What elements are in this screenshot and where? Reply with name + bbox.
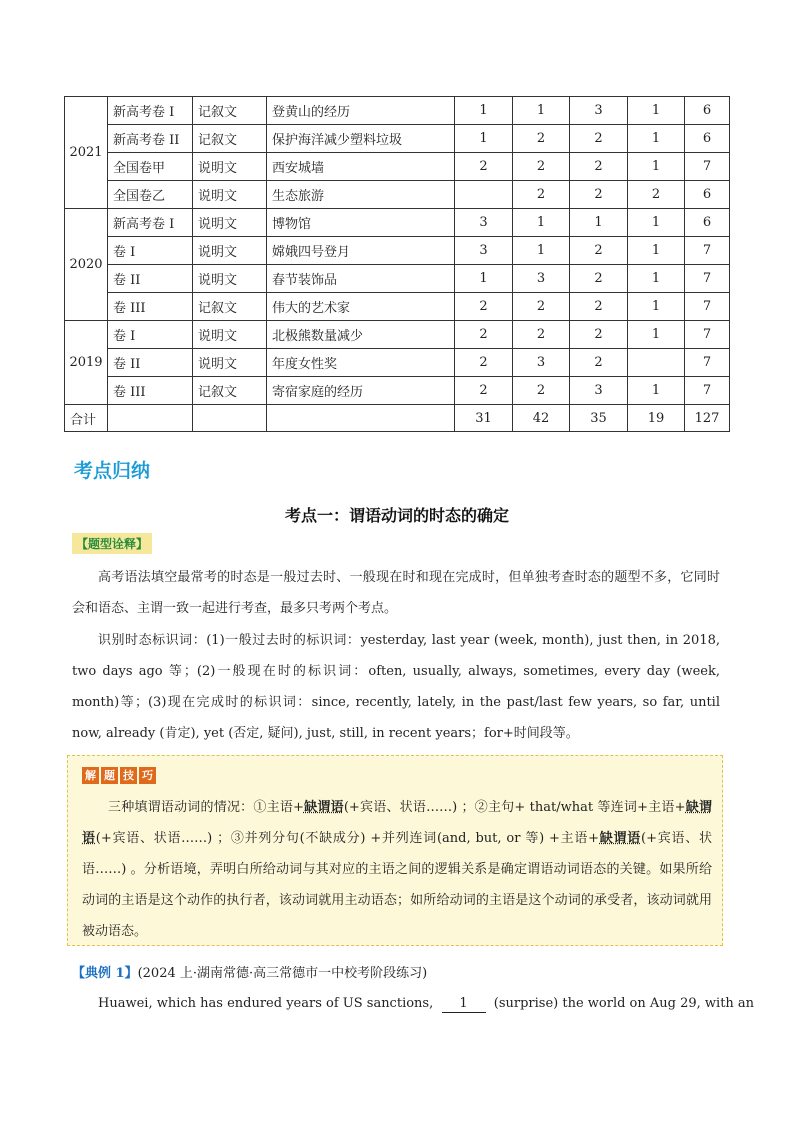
tips-segment: (+宾语、状语……) ；③并列分句(不缺成分) +并列连词(and, but, or 等) +主语+ xyxy=(95,831,600,846)
count-cell: 2 xyxy=(628,181,685,209)
paper-cell: 新高考卷 II xyxy=(108,125,193,153)
row-total-cell: 6 xyxy=(685,209,730,237)
count-cell: 3 xyxy=(455,237,513,265)
empty-cell xyxy=(267,405,455,432)
topic-cell: 春节装饰品 xyxy=(267,265,455,293)
topic-cell: 寄宿家庭的经历 xyxy=(267,377,455,405)
count-cell xyxy=(455,181,513,209)
tips-box xyxy=(67,755,723,946)
tips-label-char: 题 xyxy=(101,767,118,784)
count-cell: 2 xyxy=(570,153,628,181)
count-cell: 2 xyxy=(455,321,513,349)
count-cell: 1 xyxy=(513,97,570,125)
topic-cell: 西安城墙 xyxy=(267,153,455,181)
intro-paragraph: 高考语法填空最常考的时态是一般过去时、一般现在时和现在完成时，但单独考查时态的题型不多，它同时会和语态、主谓一致一起进行考查，最多只考两个考点。 xyxy=(72,570,720,616)
topic-cell: 博物馆 xyxy=(267,209,455,237)
table-body xyxy=(65,97,730,432)
genre-cell: 记叙文 xyxy=(193,377,267,405)
count-cell: 2 xyxy=(513,293,570,321)
count-cell: 2 xyxy=(570,125,628,153)
time-markers-paragraph: 识别时态标识词：(1)一般过去时的标识词：yesterday, last year (week, month), just then, in 2018, two days ago 等；(2)一般现在时的标识词：often, usually, always, sometimes, every day (week, month)等；(3)现在完成时的标识词：since, recently, lately, in the past/last few years, so far, until now, already (肯定), yet (否定, 疑问), just, still, in recent years；for+时间段等。 xyxy=(72,633,720,741)
row-total-cell: 7 xyxy=(685,237,730,265)
paper-cell: 卷 I xyxy=(108,237,193,265)
paper-cell: 新高考卷 I xyxy=(108,209,193,237)
count-cell: 1 xyxy=(455,97,513,125)
example-post: (surprise) the world on Aug 29, with an xyxy=(493,996,755,1011)
totals-label: 合计 xyxy=(65,405,108,432)
count-cell: 3 xyxy=(570,97,628,125)
count-cell: 3 xyxy=(513,349,570,377)
year-cell: 2019 xyxy=(65,321,108,405)
grand-total-cell: 42 xyxy=(513,405,570,432)
example-label xyxy=(72,962,427,981)
year-cell: 2021 xyxy=(65,97,108,209)
count-cell: 3 xyxy=(513,265,570,293)
table-row xyxy=(65,97,730,125)
paper-cell: 卷 III xyxy=(108,377,193,405)
example-number: 【典例 1】 xyxy=(72,966,138,981)
count-cell: 1 xyxy=(628,293,685,321)
totals-row xyxy=(65,405,730,432)
count-cell: 1 xyxy=(513,237,570,265)
table-row xyxy=(65,181,730,209)
example-pre: Huawei, which has endured years of US sanctions, xyxy=(98,996,434,1011)
row-total-cell: 7 xyxy=(685,293,730,321)
topic-cell: 保护海洋减少塑料垃圾 xyxy=(267,125,455,153)
count-cell xyxy=(628,349,685,377)
example-text xyxy=(72,993,755,1015)
count-cell: 2 xyxy=(455,349,513,377)
table-row xyxy=(65,237,730,265)
count-cell: 1 xyxy=(628,125,685,153)
count-cell: 3 xyxy=(455,209,513,237)
example-source: (2024 上·湖南常德·高三常德市一中校考阶段练习) xyxy=(137,966,428,981)
count-cell: 2 xyxy=(570,293,628,321)
genre-cell: 记叙文 xyxy=(193,125,267,153)
genre-cell: 说明文 xyxy=(193,209,267,237)
topic-cell: 登黄山的经历 xyxy=(267,97,455,125)
count-cell: 1 xyxy=(455,125,513,153)
count-cell: 1 xyxy=(570,209,628,237)
tips-segment: 三种填谓语动词的情况：①主语+ xyxy=(108,800,304,815)
count-cell: 2 xyxy=(455,293,513,321)
row-total-cell: 7 xyxy=(685,265,730,293)
count-cell: 1 xyxy=(628,377,685,405)
count-cell: 1 xyxy=(628,97,685,125)
genre-cell: 说明文 xyxy=(193,265,267,293)
topic-cell: 伟大的艺术家 xyxy=(267,293,455,321)
count-cell: 1 xyxy=(628,237,685,265)
count-cell: 2 xyxy=(513,153,570,181)
genre-cell: 说明文 xyxy=(193,349,267,377)
paper-cell: 卷 II xyxy=(108,265,193,293)
topic-cell: 年度女性奖 xyxy=(267,349,455,377)
table-row xyxy=(65,209,730,237)
paper-cell: 全国卷乙 xyxy=(108,181,193,209)
count-cell: 1 xyxy=(628,209,685,237)
count-cell: 2 xyxy=(513,125,570,153)
row-total-cell: 6 xyxy=(685,125,730,153)
count-cell: 2 xyxy=(455,377,513,405)
count-cell: 3 xyxy=(570,377,628,405)
count-cell: 2 xyxy=(570,181,628,209)
count-cell: 1 xyxy=(455,265,513,293)
paper-cell: 新高考卷 I xyxy=(108,97,193,125)
tips-label-char: 巧 xyxy=(139,767,156,784)
genre-cell: 说明文 xyxy=(193,153,267,181)
count-cell: 2 xyxy=(570,237,628,265)
genre-cell: 记叙文 xyxy=(193,293,267,321)
count-cell: 2 xyxy=(455,153,513,181)
tips-label-char: 技 xyxy=(120,767,137,784)
tips-label xyxy=(82,767,156,784)
paper-cell: 卷 III xyxy=(108,293,193,321)
count-cell: 1 xyxy=(628,321,685,349)
topic-cell: 北极熊数量减少 xyxy=(267,321,455,349)
exam-statistics-table xyxy=(64,96,730,432)
table-row xyxy=(65,153,730,181)
genre-cell: 说明文 xyxy=(193,181,267,209)
table-row xyxy=(65,377,730,405)
section-heading: 考点归纳 xyxy=(74,460,151,482)
tips-text xyxy=(82,792,712,947)
count-cell: 2 xyxy=(513,181,570,209)
table-row xyxy=(65,293,730,321)
count-cell: 2 xyxy=(570,265,628,293)
topic-cell: 生态旅游 xyxy=(267,181,455,209)
row-total-cell: 7 xyxy=(685,349,730,377)
genre-cell: 记叙文 xyxy=(193,97,267,125)
table-row xyxy=(65,321,730,349)
table-row xyxy=(65,349,730,377)
point-title: 考点一：谓语动词的时态的确定 xyxy=(284,506,509,525)
tips-segment: (+宾语、状语……) 。分析语境，弄明白所给动词与其对应的主语之间的逻辑关系是确定谓语动词语态的关键。如果所给动词的主语是这个动作的执行者，该动词就用主动语态；如所给动词的主语是这个动词的承受者，该动词就用被动语态。 xyxy=(82,831,712,939)
count-cell: 1 xyxy=(513,209,570,237)
count-cell: 2 xyxy=(513,377,570,405)
genre-cell: 说明文 xyxy=(193,237,267,265)
tips-segment: (+宾语、状语……) ；②主句+ that/what 等连词+主语+ xyxy=(343,800,686,815)
count-cell: 1 xyxy=(628,153,685,181)
paper-cell: 卷 II xyxy=(108,349,193,377)
tips-emphasis: 缺谓语 xyxy=(82,800,712,846)
tips-label-char: 解 xyxy=(82,767,99,784)
empty-cell xyxy=(108,405,193,432)
answer-blank[interactable]: 1 xyxy=(442,996,486,1013)
genre-cell: 说明文 xyxy=(193,321,267,349)
empty-cell xyxy=(193,405,267,432)
row-total-cell: 6 xyxy=(685,181,730,209)
grand-total-cell: 127 xyxy=(685,405,730,432)
count-cell: 2 xyxy=(570,349,628,377)
row-total-cell: 6 xyxy=(685,97,730,125)
tips-emphasis: 缺谓语 xyxy=(303,800,344,815)
grand-total-cell: 19 xyxy=(628,405,685,432)
count-cell: 1 xyxy=(628,265,685,293)
paper-cell: 卷 I xyxy=(108,321,193,349)
paper-cell: 全国卷甲 xyxy=(108,153,193,181)
row-total-cell: 7 xyxy=(685,321,730,349)
year-cell: 2020 xyxy=(65,209,108,321)
tips-emphasis: 缺谓语 xyxy=(599,831,642,846)
row-total-cell: 7 xyxy=(685,153,730,181)
table-row xyxy=(65,265,730,293)
row-total-cell: 7 xyxy=(685,377,730,405)
topic-cell: 嫦娥四号登月 xyxy=(267,237,455,265)
grand-total-cell: 35 xyxy=(570,405,628,432)
grand-total-cell: 31 xyxy=(455,405,513,432)
table-row xyxy=(65,125,730,153)
count-cell: 2 xyxy=(570,321,628,349)
count-cell: 2 xyxy=(513,321,570,349)
question-type-tag: 【题型诠释】 xyxy=(72,533,152,554)
